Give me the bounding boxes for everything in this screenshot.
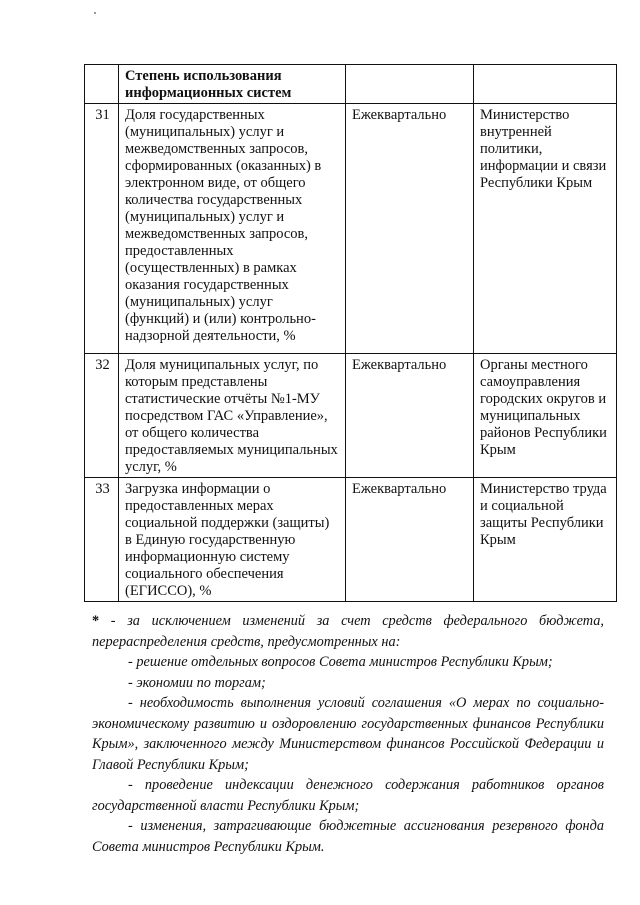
- footnote-star: *: [92, 613, 100, 629]
- frequency-text: Ежеквартально: [346, 104, 474, 354]
- frequency-text: Ежеквартально: [346, 478, 474, 602]
- section-header-row: [85, 65, 617, 104]
- row-number: 33: [85, 478, 119, 602]
- empty-cell: [85, 65, 119, 104]
- indicator-text: Доля государственных (муниципальных) услуг и межведомственных запросов, сформированных (оказанных) в электронном виде, от общего количества государственных (муниципальных) услуг и межведомственных запросов, предоставленных (осуществленных) в рамках оказания государственных (муниципальных) услуг (функций) и (или) контрольно- надзорной деятельности, %: [119, 104, 346, 354]
- section-title: Степень использования информационных систем: [119, 65, 346, 104]
- footnote-item: - решение отдельных вопросов Совета министров Республики Крым;: [128, 654, 553, 670]
- footnote-intro: [92, 611, 604, 652]
- footnote-intro-text: - за исключением изменений за счет средств федерального бюджета, перераспределения средств, предусмотренных на:: [92, 613, 604, 650]
- frequency-text: Ежеквартально: [346, 354, 474, 478]
- footnote-block: [92, 611, 604, 857]
- responsible-text: Министерство внутренней политики, информации и связи Республики Крым: [474, 104, 617, 354]
- footnote-item: - проведение индексации денежного содержания работников органов государственной власти Республики Крым;: [92, 777, 604, 814]
- row-number: 32: [85, 354, 119, 478]
- table-row: [85, 478, 617, 602]
- responsible-text: Министерство труда и социальной защиты Республики Крым: [474, 478, 617, 602]
- indicator-text: Доля муниципальных услуг, по которым представлены статистические отчёты №1-МУ посредством ГАС «Управление», от общего количества предоставляемых муниципальных услуг, %: [119, 354, 346, 478]
- indicator-text: Загрузка информации о предоставленных мерах социальной поддержки (защиты) в Единую государственную информационную систему социального обеспечения (ЕГИССО), %: [119, 478, 346, 602]
- scan-speck: [94, 12, 96, 14]
- table-row: [85, 354, 617, 478]
- responsible-text: Органы местного самоуправления городских округов и муниципальных районов Республики Крым: [474, 354, 617, 478]
- empty-cell: [474, 65, 617, 104]
- indicators-table: [84, 64, 617, 602]
- footnote-item: - необходимость выполнения условий соглашения «О мерах по социально-экономическому развитию и оздоровлению государственных финансов Республики Крым», заключенного между Министерством финансов Российской Федерации и Главой Республики Крым;: [92, 695, 604, 773]
- footnote-item: - изменения, затрагивающие бюджетные ассигнования резервного фонда Совета министров Республики Крым.: [92, 818, 604, 855]
- footnote-item: - экономии по торгам;: [128, 674, 266, 691]
- empty-cell: [346, 65, 474, 104]
- row-number: 31: [85, 104, 119, 354]
- table-row: [85, 104, 617, 354]
